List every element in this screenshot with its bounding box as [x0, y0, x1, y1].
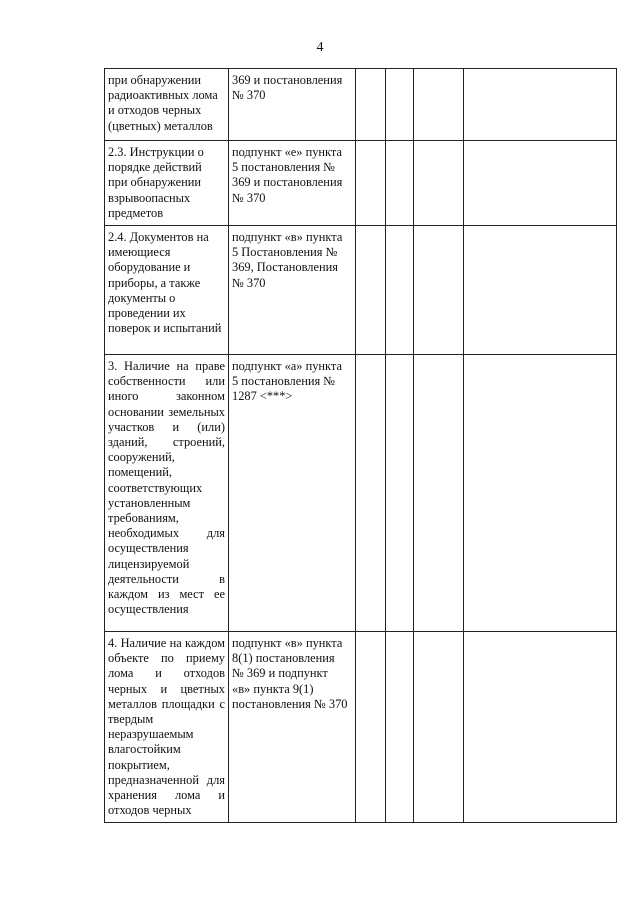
empty-cell	[464, 141, 617, 226]
legal-basis-cell	[229, 141, 356, 226]
table-row	[105, 226, 617, 355]
empty-cell	[414, 355, 464, 632]
table-row	[105, 632, 617, 823]
empty-cell	[386, 632, 414, 823]
empty-cell	[356, 226, 386, 355]
requirements-table	[104, 68, 617, 823]
empty-cell	[414, 632, 464, 823]
empty-cell	[414, 226, 464, 355]
empty-cell	[356, 355, 386, 632]
table-row	[105, 355, 617, 632]
legal-basis-cell	[229, 355, 356, 632]
empty-cell	[356, 141, 386, 226]
requirement-text: 2.3. Инструкции о порядке действий при обнаружении взрывоопасных предметов	[108, 145, 204, 220]
empty-cell	[356, 632, 386, 823]
requirement-cell	[105, 141, 229, 226]
page-number: 4	[316, 40, 324, 55]
empty-cell	[464, 355, 617, 632]
requirement-text: при обнаружении радиоактивных лома и отходов черных (цветных) металлов	[108, 73, 218, 133]
empty-cell	[464, 69, 617, 141]
empty-cell	[414, 69, 464, 141]
requirement-text: 4. Наличие на каждом объекте по приему лома и отходов черных и цветных металлов площадки с твердым неразрушаемым влагостойким покрытием, предназначенной для хранения лома и отходов черных	[108, 636, 225, 818]
legal-basis-cell	[229, 226, 356, 355]
empty-cell	[386, 69, 414, 141]
empty-cell	[356, 69, 386, 141]
empty-cell	[464, 226, 617, 355]
empty-cell	[464, 632, 617, 823]
requirement-cell	[105, 355, 229, 632]
legal-basis-text: подпункт «в» пункта 5 Постановления № 369, Постановления № 370	[232, 230, 343, 290]
legal-basis-text: подпункт «в» пункта 8(1) постановления № 369 и подпункт «в» пункта 9(1) постановления № 370	[232, 636, 348, 711]
empty-cell	[386, 355, 414, 632]
requirement-text: 3. Наличие на праве собственности или иного законном основании земельных участков и (или) зданий, строений, сооружений, помещений, соответствующих установленным требованиям, необходимых для осуществления лицензируемой деятельности в каждом из мест ее осуществления	[108, 359, 225, 617]
empty-cell	[414, 141, 464, 226]
requirement-cell	[105, 69, 229, 141]
legal-basis-text: 369 и постановления № 370	[232, 73, 343, 103]
legal-basis-text: подпункт «е» пункта 5 постановления № 369 и постановления № 370	[232, 145, 343, 205]
legal-basis-text: подпункт «а» пункта 5 постановления № 1287 <***>	[232, 359, 342, 404]
legal-basis-cell	[229, 69, 356, 141]
requirement-text: 2.4. Документов на имеющиеся оборудование и приборы, а также документы о проведении их поверок и испытаний	[108, 230, 222, 336]
legal-basis-cell	[229, 632, 356, 823]
empty-cell	[386, 226, 414, 355]
requirement-cell	[105, 226, 229, 355]
table-row	[105, 141, 617, 226]
requirement-cell	[105, 632, 229, 823]
table-row	[105, 69, 617, 141]
empty-cell	[386, 141, 414, 226]
